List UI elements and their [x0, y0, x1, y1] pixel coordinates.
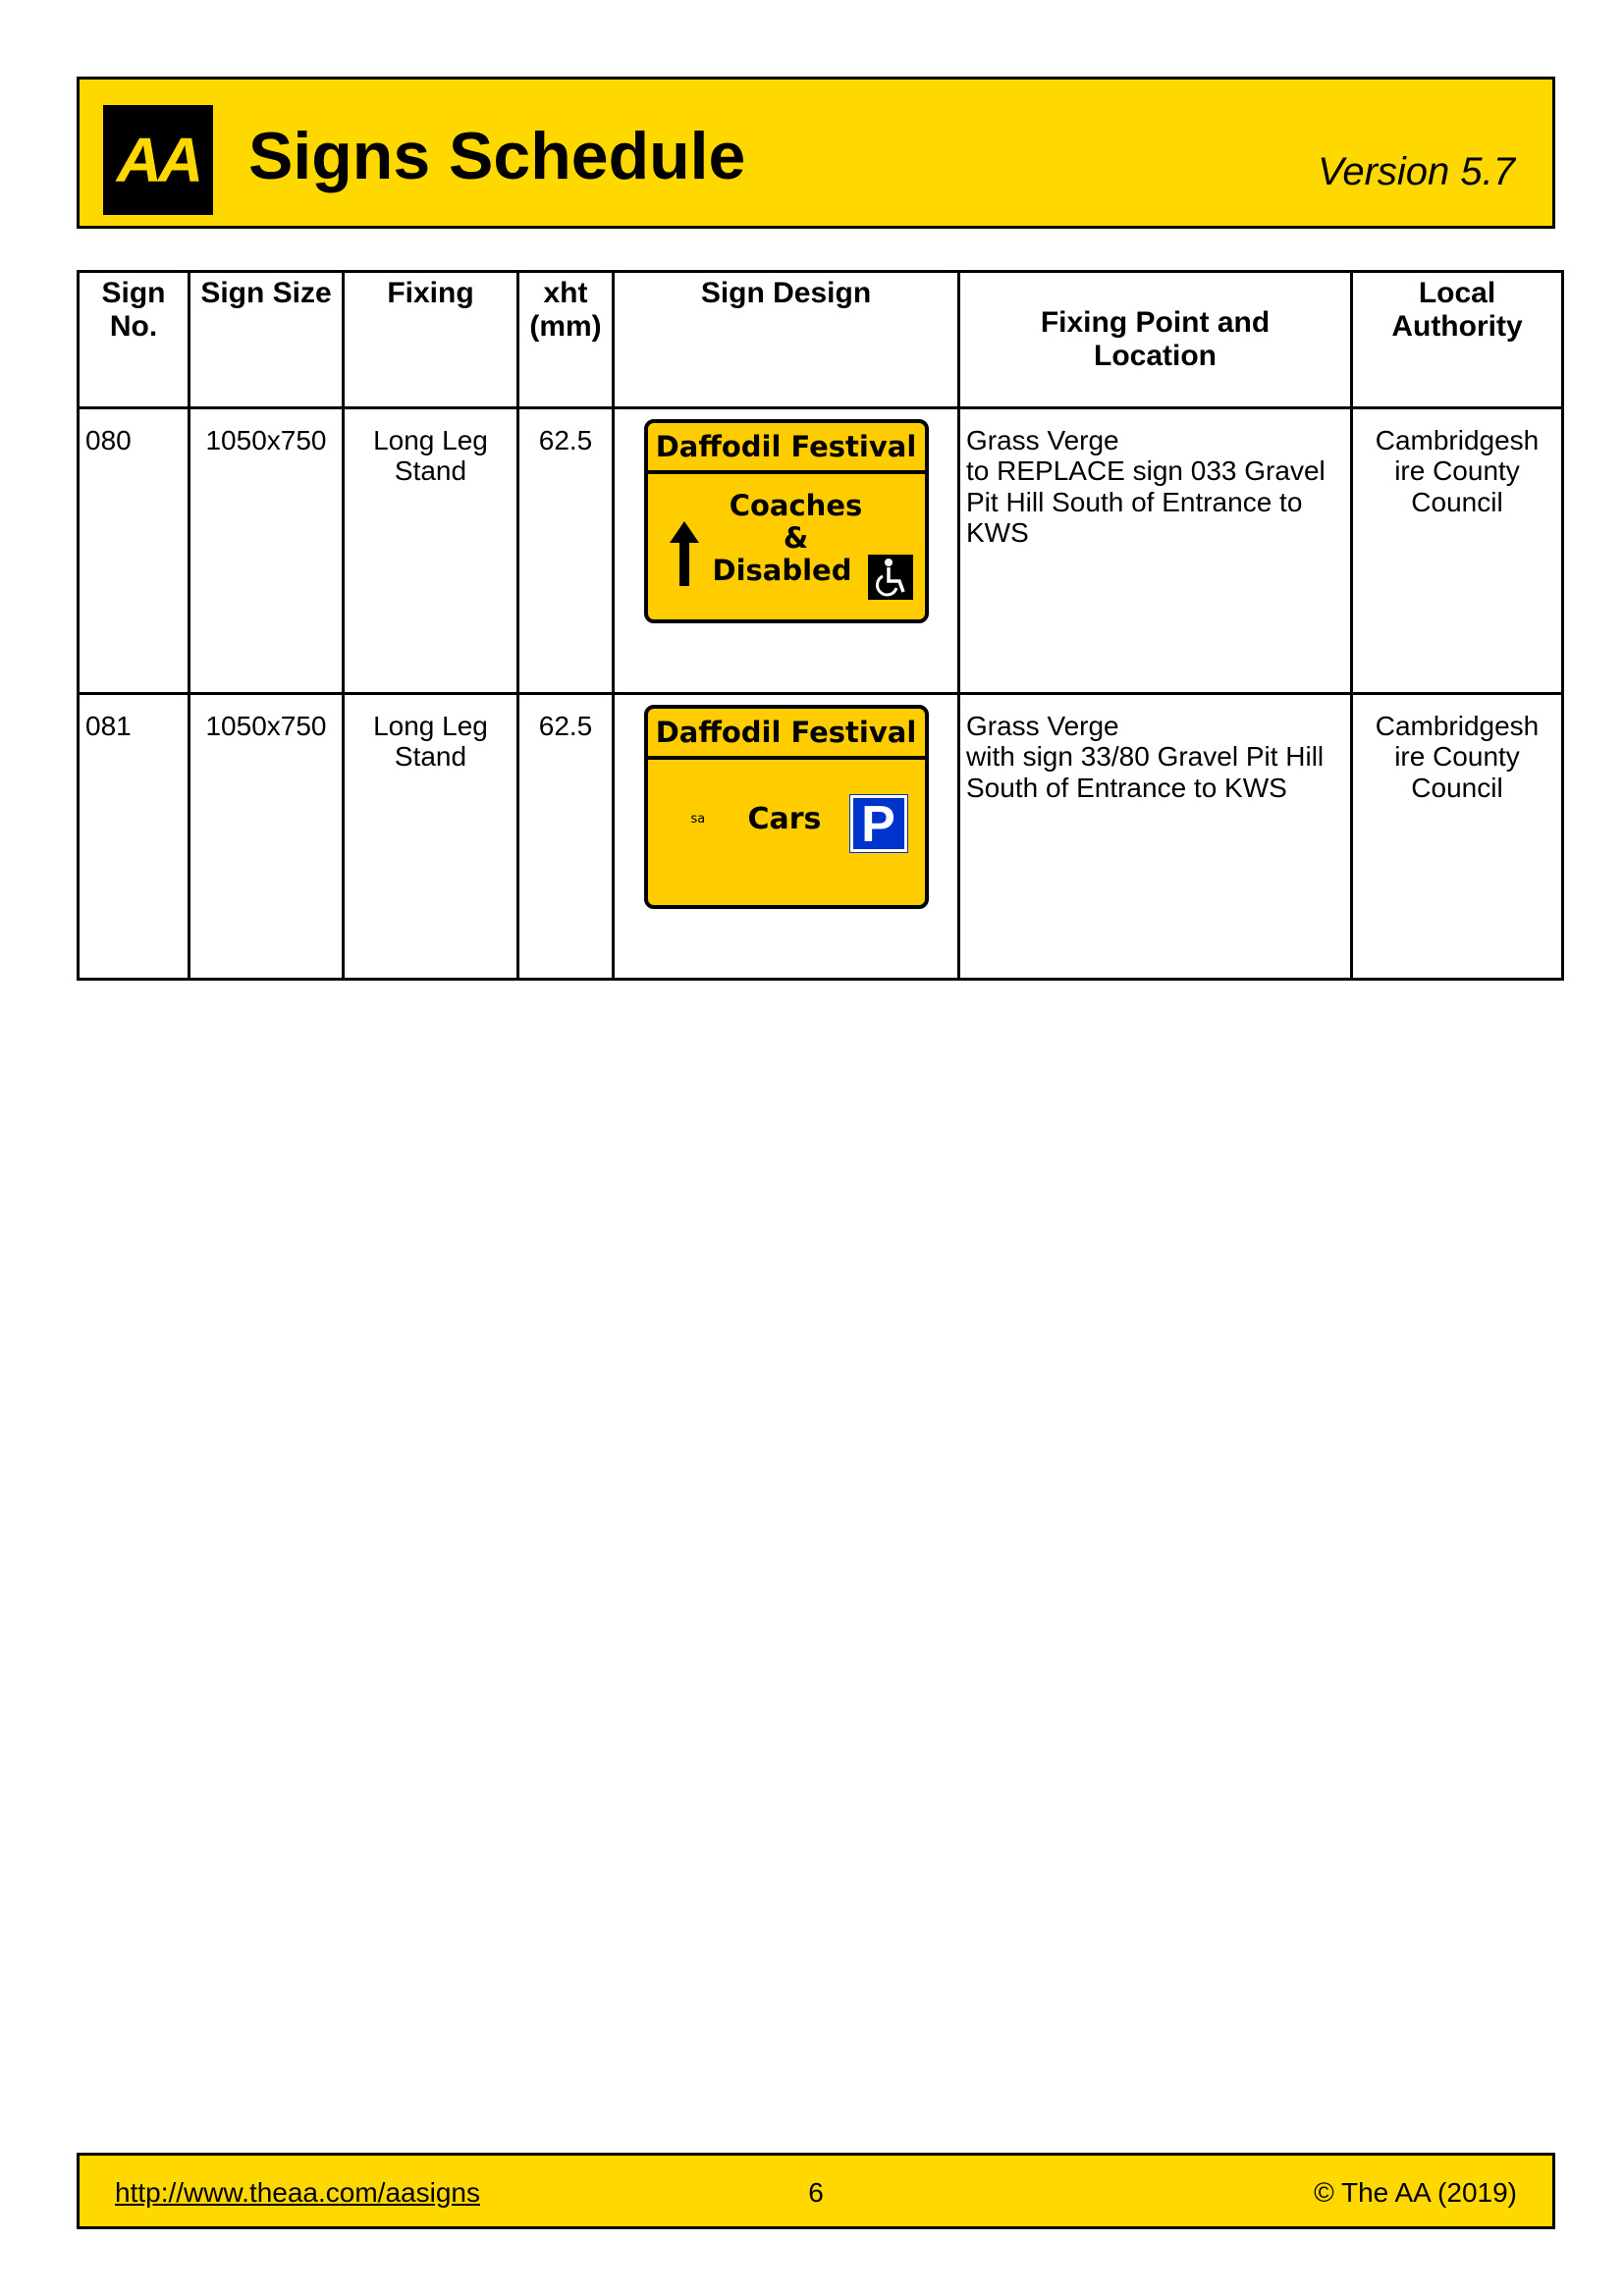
page-header [77, 77, 1555, 229]
col-sign-size: Sign Size [189, 272, 344, 408]
sign-small-text: sa [690, 812, 706, 827]
sign-header-text: Daffodil Festival [648, 423, 925, 474]
sign-header-text: Daffodil Festival [648, 709, 925, 760]
aa-logo: AA [103, 105, 213, 215]
up-arrow-icon [670, 521, 699, 586]
copyright-text: © The AA (2019) [1314, 2177, 1517, 2208]
table-row [79, 408, 1563, 694]
version-label: Version 5.7 [1318, 150, 1515, 193]
cell-sign-design [614, 694, 959, 980]
cell-xht: 62.5 [518, 694, 614, 980]
aa-signs-link[interactable]: http://www.theaa.com/aasigns [115, 2177, 480, 2208]
page-title: Signs Schedule [248, 119, 746, 193]
cell-sign-no: 081 [79, 694, 189, 980]
col-fixing-point: Fixing Point and Location [959, 272, 1352, 408]
col-sign-no: Sign No. [79, 272, 189, 408]
parking-icon: P [850, 795, 907, 852]
table-row [79, 694, 1563, 980]
page-number: 6 [808, 2177, 824, 2208]
cell-sign-size: 1050x750 [189, 408, 344, 694]
cell-sign-no: 080 [79, 408, 189, 694]
cell-xht: 62.5 [518, 408, 614, 694]
col-fixing: Fixing [344, 272, 518, 408]
col-xht: xht (mm) [518, 272, 614, 408]
cell-sign-size: 1050x750 [189, 694, 344, 980]
sign-destination: Cars [747, 802, 822, 836]
signs-schedule-table [77, 270, 1564, 981]
cell-authority: Cambridgesh ire County Council [1352, 694, 1563, 980]
col-local-authority: Local Authority [1352, 272, 1563, 408]
sign-destination: Coaches & Disabled [712, 489, 863, 587]
sign-081-image [644, 705, 929, 909]
cell-sign-design [614, 408, 959, 694]
sign-080-image [644, 419, 929, 623]
cell-fixing: Long Leg Stand [344, 694, 518, 980]
cell-authority: Cambridgesh ire County Council [1352, 408, 1563, 694]
table-header-row [79, 272, 1563, 408]
cell-location: Grass Verge with sign 33/80 Gravel Pit Hill South of Entrance to KWS [959, 694, 1352, 980]
wheelchair-icon [868, 555, 913, 600]
cell-location: Grass Verge to REPLACE sign 033 Gravel Pit Hill South of Entrance to KWS [959, 408, 1352, 694]
page-footer [77, 2153, 1555, 2229]
col-sign-design: Sign Design [614, 272, 959, 408]
cell-fixing: Long Leg Stand [344, 408, 518, 694]
